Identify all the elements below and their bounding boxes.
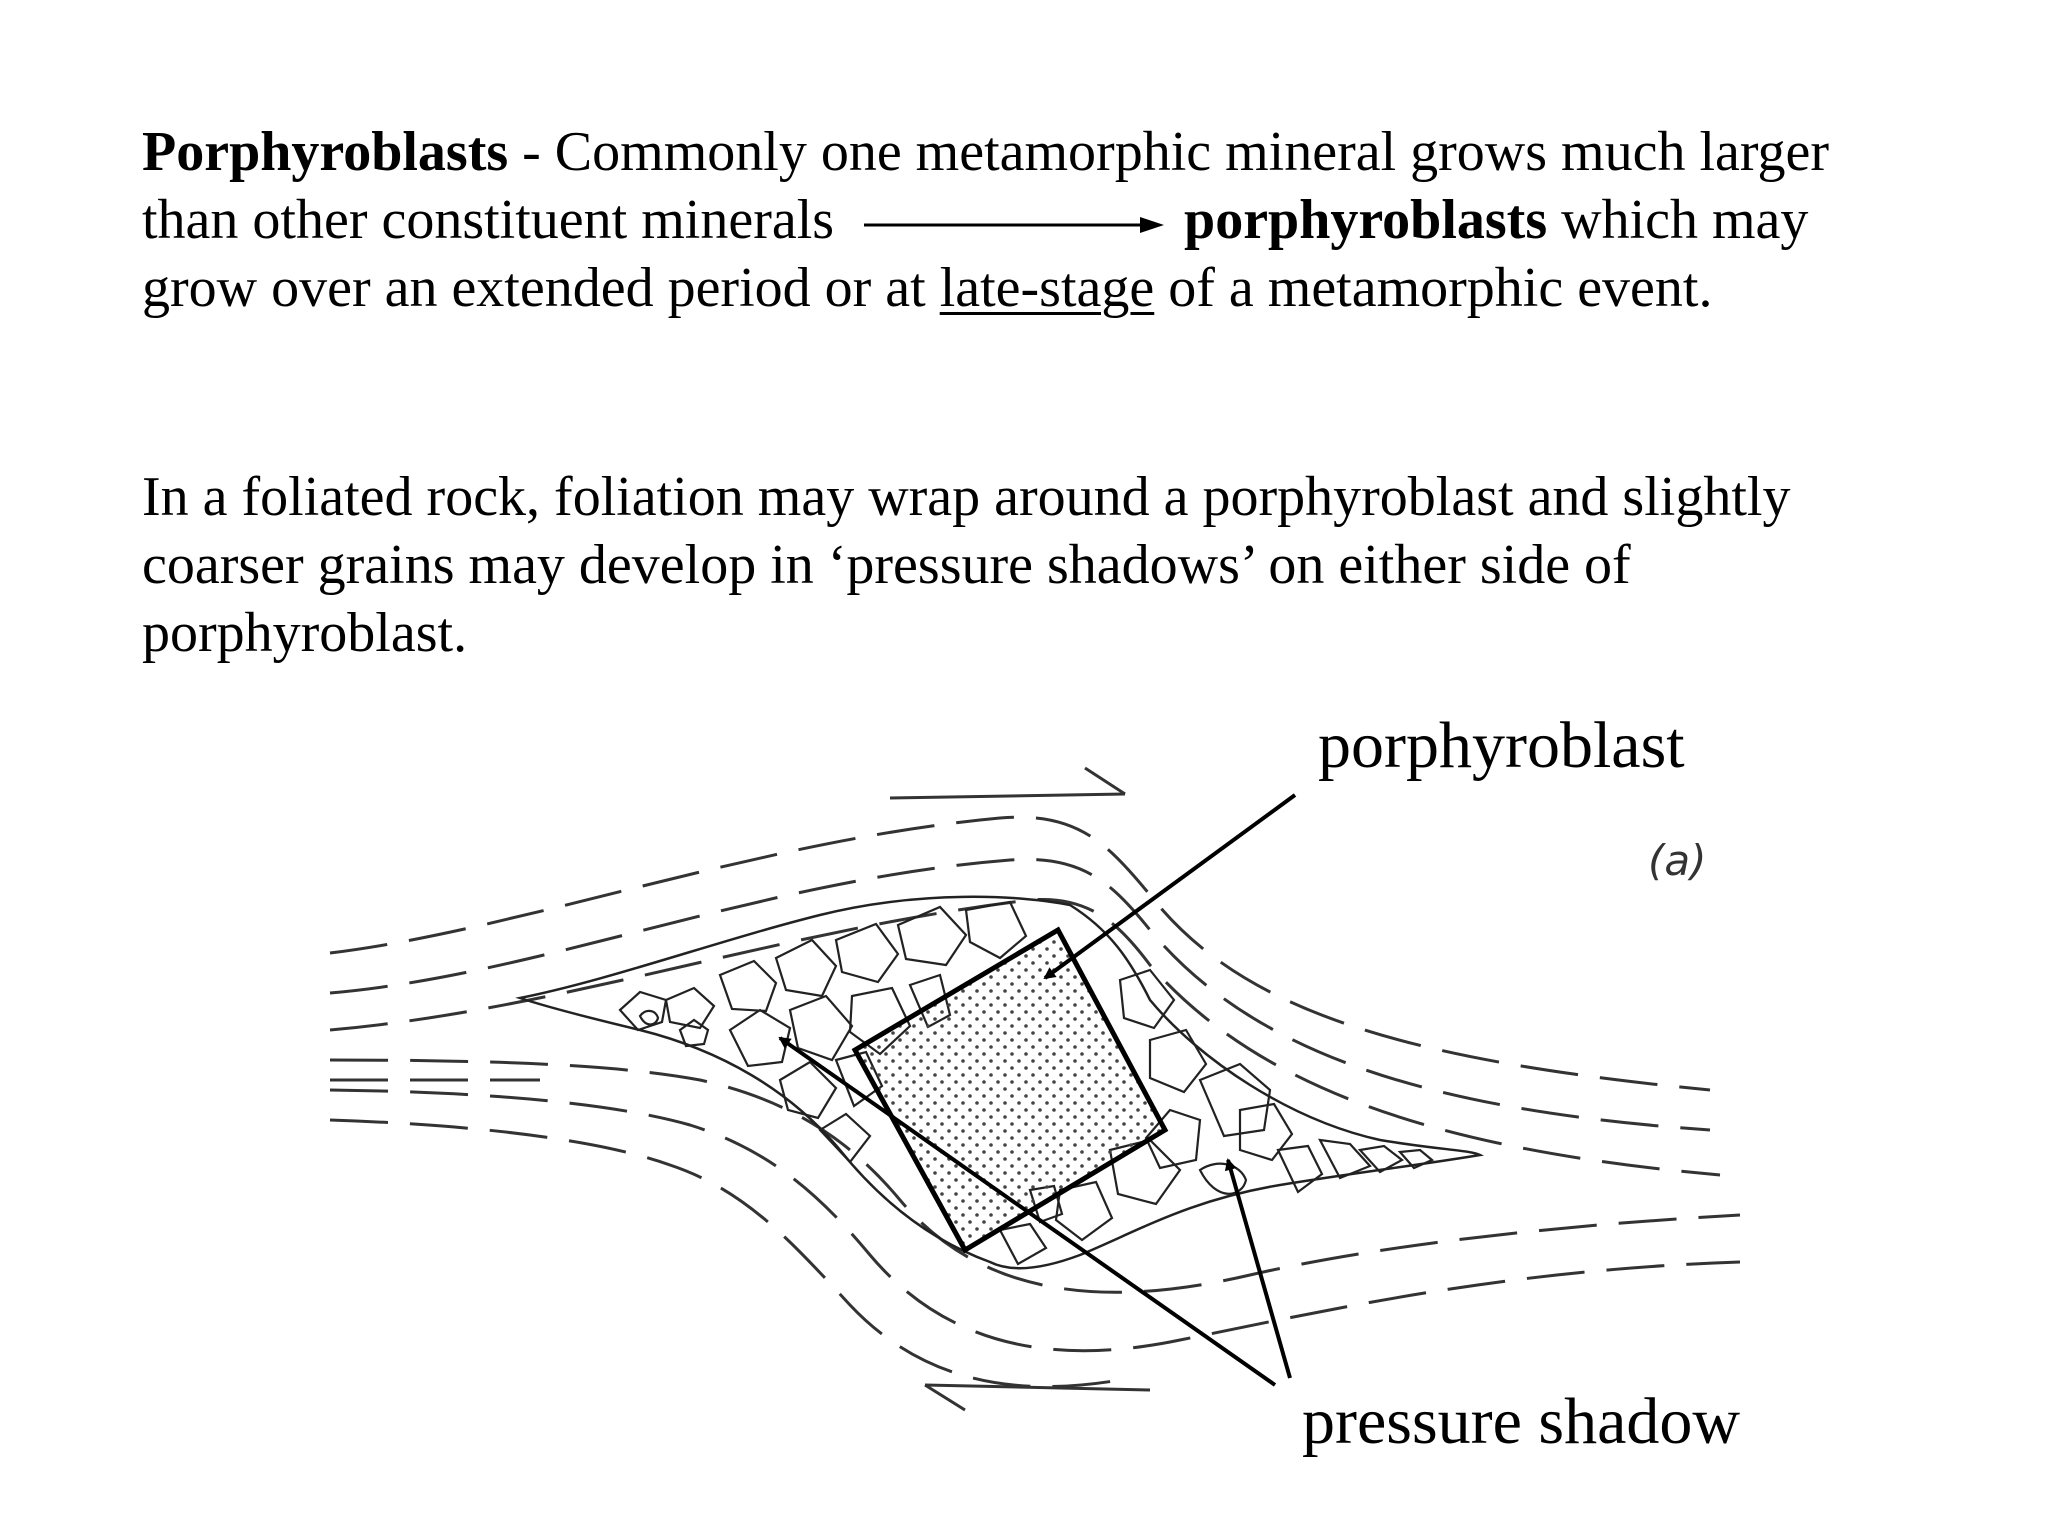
- foliation-line-1: In a foliated rock, foliation may wrap around a porphyroblast and slightly: [142, 466, 1791, 528]
- foliation-line-2: coarser grains may develop in ‘pressure shadows’ on either side of: [142, 534, 1631, 596]
- shear-arrow-bottom: [925, 1385, 1150, 1410]
- term-porphyroblasts: Porphyroblasts: [142, 121, 509, 183]
- term-porphyroblasts-result: porphyroblasts: [1184, 189, 1548, 251]
- panel-label: (a): [1648, 836, 1707, 885]
- late-stage-underlined: late-stage: [939, 257, 1155, 319]
- porphyroblast-label: porphyroblast: [1318, 709, 1685, 782]
- pressure-shadow-label: pressure shadow: [1302, 1385, 1741, 1458]
- intro-text-b: than other constituent minerals: [142, 189, 835, 251]
- intro-text-c: which may: [1547, 189, 1809, 251]
- intro-text-d: grow over an extended period or at: [142, 257, 940, 319]
- foliation-line-3: porphyroblast.: [142, 602, 468, 664]
- intro-text-e: of a metamorphic event.: [1154, 257, 1713, 319]
- pressure-shadow-pointer-right: [1228, 1160, 1290, 1378]
- intro-text-a: - Commonly one metamorphic mineral grows much larger: [508, 121, 1830, 183]
- shear-arrow-top: [890, 768, 1125, 798]
